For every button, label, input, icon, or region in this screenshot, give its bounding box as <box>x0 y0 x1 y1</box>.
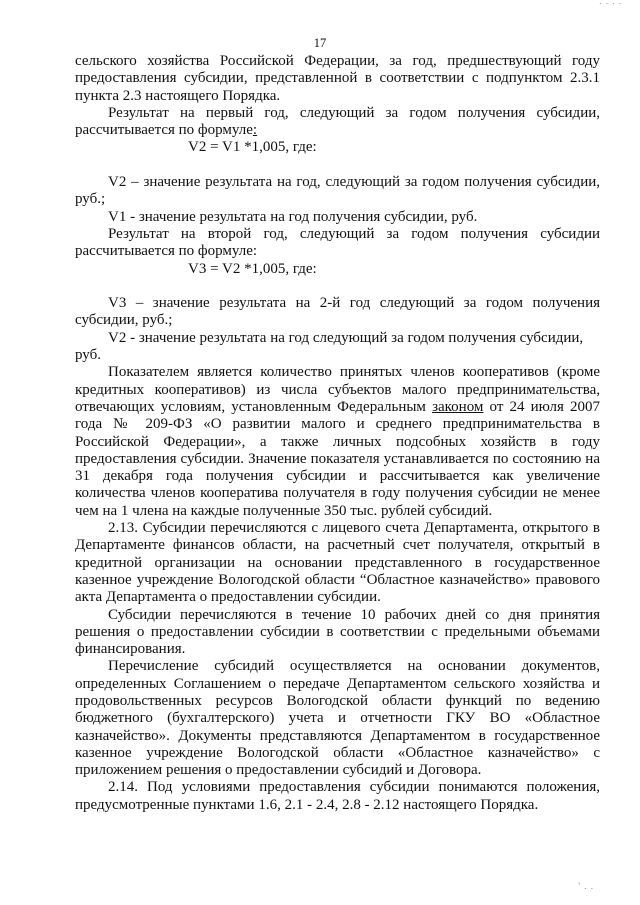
document-body <box>75 53 600 814</box>
law-link: законом <box>432 398 484 415</box>
formula-v2: V2 = V1 *1,005, где: <box>188 139 317 156</box>
paragraph-transfer-period: Субсидии перечисляются в течение 10 рабочих дней со дня принятия решения о предоставлении субсидии в соответствии с предельными объемами финансирования. <box>75 606 600 658</box>
definition-v3: V3 – значение результата на 2-й год следующий за годом получения субсидии, руб.; <box>75 295 600 329</box>
paragraph-transfer-documents: Перечисление субсидий осуществляется на основании документов, определенных Соглашением о передаче Департаментом сельского хозяйства и продовольственных ресурсов Вологодской области функций по ведению бюджетного (бухгалтерского) учета и отчетности ГКУ ВО «Областное казначейство». Документы представляются Департаментом в государственное казенное учреждение Вологодской области «Областное казначейство» с приложением решения о предоставлении субсидий и Договора. <box>75 658 600 779</box>
paragraph-result-second-year: Результат на второй год, следующий за годом получения субсидии рассчитывается по формуле: <box>75 225 600 260</box>
scan-mark-top: . . . . <box>599 0 622 6</box>
paragraph-indicator <box>75 364 600 520</box>
formula-v3: V3 = V2 *1,005, где: <box>188 260 317 277</box>
paragraph-continuation: сельского хозяйства Российской Федерации, за год, предшествующий году предоставления субсидии, представленной в соответствии с подпунктом 2.3.1 пункта 2.3 настоящего Порядка. <box>75 53 600 104</box>
paragraph-result-first-year <box>75 105 600 140</box>
definition-v2-unit: руб. <box>75 347 101 364</box>
page-number: 17 <box>313 36 327 50</box>
scan-mark-bottom: ' . . <box>578 881 594 891</box>
underlined-colon: : <box>252 122 258 139</box>
paragraph-text: от 24 июля 2007 года № 209-ФЗ «О развитии малого и среднего предпринимательства в Российской Федерации», а также личных подсобных хозяйств в году предоставления субсидии. Значение показателя устанавливается по состоянию на 31 декабря года получения субсидии и рассчитывается как увеличение количества членов кооператива получателя в году получения субсидии не менее чем на 1 члена на каждые полученные 350 тыс. рублей субсидий. <box>75 398 600 519</box>
paragraph-text: Результат на первый год, следующий за годом получения субсидии, рассчитывается по формуле <box>75 104 600 139</box>
paragraph-2-14: 2.14. Под условиями предоставления субсидии понимаются положения, предусмотренные пунктами 1.6, 2.1 - 2.4, 2.8 - 2.12 настоящего Порядка. <box>75 779 600 813</box>
paragraph-text: Показателем является количество принятых членов кооперативов (кроме кредитных кооперативов) из числа субъектов малого предпринимательства, отвечающих условиям, установленным Федеральным <box>75 364 600 415</box>
definition-v2-second: V2 - значение результата на год следующий за годом получения субсидии, <box>108 329 584 346</box>
definition-v2: V2 – значение результата на год, следующий за годом получения субсидии, руб.; <box>75 174 600 208</box>
definition-v1: V1 - значение результата на год получения субсидии, руб. <box>108 208 478 225</box>
paragraph-2-13: 2.13. Субсидии перечисляются с лицевого счета Департамента, открытого в Департаменте финансов области, на расчетный счет получателя, открытый в кредитной организации на основании представленного в государственное казенное учреждение Вологодской области “Областное казначейство» правового акта Департамента о предоставлении субсидии. <box>75 520 600 606</box>
